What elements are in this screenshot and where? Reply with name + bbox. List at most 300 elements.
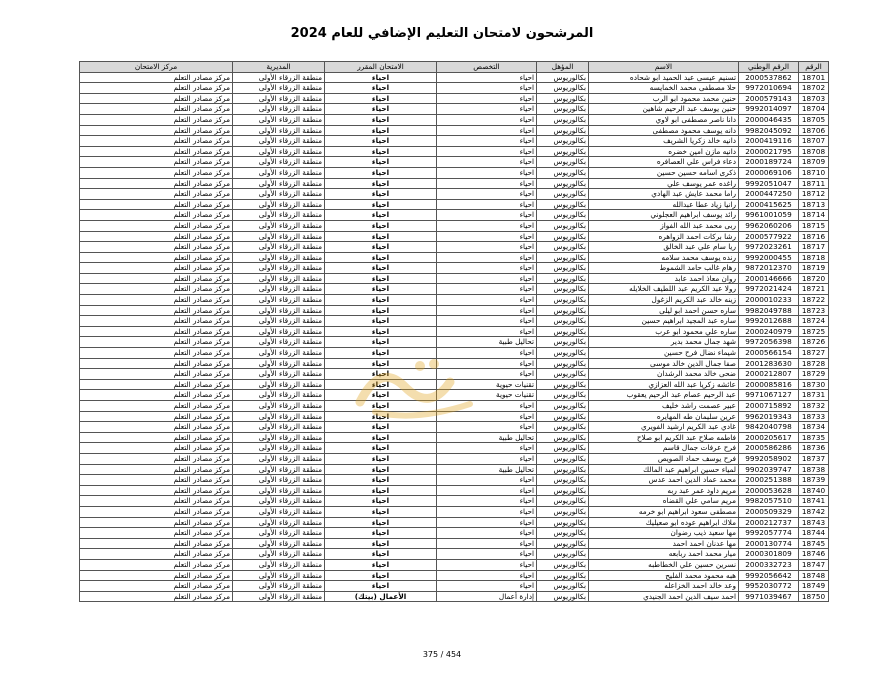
cell-qualification: بكالوريوس	[537, 316, 589, 327]
cell-qualification: بكالوريوس	[537, 167, 589, 178]
table-row	[80, 146, 829, 157]
cell-directorate: منطقة الزرقاء الأولى	[233, 358, 325, 369]
table-row	[80, 475, 829, 486]
cell-name: راغده عمر يوسف علي	[589, 178, 739, 189]
cell-specialization: تحاليل طبية	[437, 432, 537, 443]
cell-national-id: 2000586286	[739, 443, 799, 454]
cell-seq: 18742	[799, 506, 829, 517]
cell-center: مركز مصادر التعلم	[80, 591, 233, 602]
cell-seq: 18728	[799, 358, 829, 369]
cell-seq: 18733	[799, 411, 829, 422]
cell-national-id: 9971067127	[739, 390, 799, 401]
cell-directorate: منطقة الزرقاء الأولى	[233, 559, 325, 570]
cell-name: رائد يوسف ابراهيم العجلوني	[589, 210, 739, 221]
cell-exam: احياء	[325, 538, 437, 549]
cell-directorate: منطقة الزرقاء الأولى	[233, 570, 325, 581]
cell-national-id: 2000509329	[739, 506, 799, 517]
cell-specialization: احياء	[437, 72, 537, 83]
cell-center: مركز مصادر التعلم	[80, 189, 233, 200]
cell-exam: احياء	[325, 114, 437, 125]
cell-seq: 18715	[799, 220, 829, 231]
table-row	[80, 263, 829, 274]
cell-specialization: احياء	[437, 475, 537, 486]
cell-specialization: احياء	[437, 252, 537, 263]
cell-qualification: بكالوريوس	[537, 284, 589, 295]
cell-seq: 18711	[799, 178, 829, 189]
cell-center: مركز مصادر التعلم	[80, 242, 233, 253]
cell-center: مركز مصادر التعلم	[80, 178, 233, 189]
cell-name: مها عدنان احمد احمد	[589, 538, 739, 549]
cell-specialization: احياء	[437, 284, 537, 295]
cell-center: مركز مصادر التعلم	[80, 581, 233, 592]
cell-center: مركز مصادر التعلم	[80, 485, 233, 496]
cell-qualification: بكالوريوس	[537, 422, 589, 433]
cell-exam: احياء	[325, 496, 437, 507]
table-row	[80, 136, 829, 147]
table-row	[80, 231, 829, 242]
table-row	[80, 549, 829, 560]
cell-specialization: احياء	[437, 559, 537, 570]
cell-exam: احياء	[325, 263, 437, 274]
cell-directorate: منطقة الزرقاء الأولى	[233, 485, 325, 496]
cell-directorate: منطقة الزرقاء الأولى	[233, 114, 325, 125]
cell-directorate: منطقة الزرقاء الأولى	[233, 242, 325, 253]
cell-seq: 18747	[799, 559, 829, 570]
cell-center: مركز مصادر التعلم	[80, 443, 233, 454]
cell-qualification: بكالوريوس	[537, 464, 589, 475]
cell-qualification: بكالوريوس	[537, 379, 589, 390]
cell-qualification: بكالوريوس	[537, 72, 589, 83]
cell-name: مها سعيد ذيب رضوان	[589, 528, 739, 539]
cell-specialization: احياء	[437, 305, 537, 316]
cell-exam: احياء	[325, 136, 437, 147]
cell-directorate: منطقة الزرقاء الأولى	[233, 443, 325, 454]
table-row	[80, 581, 829, 592]
cell-name: شهد جمال محمد بدير	[589, 337, 739, 348]
table-row	[80, 189, 829, 200]
table-row	[80, 538, 829, 549]
cell-specialization: احياء	[437, 549, 537, 560]
cell-directorate: منطقة الزرقاء الأولى	[233, 273, 325, 284]
cell-name: دانه يوسف محمود مصطفى	[589, 125, 739, 136]
cell-directorate: منطقة الزرقاء الأولى	[233, 326, 325, 337]
cell-directorate: منطقة الزرقاء الأولى	[233, 252, 325, 263]
cell-seq: 18746	[799, 549, 829, 560]
cell-qualification: بكالوريوس	[537, 485, 589, 496]
cell-national-id: 2000146666	[739, 273, 799, 284]
cell-directorate: منطقة الزرقاء الأولى	[233, 93, 325, 104]
cell-seq: 18725	[799, 326, 829, 337]
column-header-seq: الرقم	[799, 62, 829, 73]
cell-exam: احياء	[325, 475, 437, 486]
cell-name: روان معاذ احمد عابد	[589, 273, 739, 284]
cell-center: مركز مصادر التعلم	[80, 316, 233, 327]
cell-name: زينه خالد عبد الكريم الزغول	[589, 295, 739, 306]
cell-name: دانا ناصر مصطفى ابو لاوي	[589, 114, 739, 125]
cell-qualification: بكالوريوس	[537, 210, 589, 221]
cell-seq: 18705	[799, 114, 829, 125]
cell-center: مركز مصادر التعلم	[80, 125, 233, 136]
cell-specialization: احياء	[437, 83, 537, 94]
table-row	[80, 326, 829, 337]
cell-qualification: بكالوريوس	[537, 295, 589, 306]
cell-seq: 18722	[799, 295, 829, 306]
cell-national-id: 9842040798	[739, 422, 799, 433]
cell-exam: احياء	[325, 528, 437, 539]
cell-seq: 18703	[799, 93, 829, 104]
cell-exam: احياء	[325, 178, 437, 189]
table-row	[80, 104, 829, 115]
cell-name: محمد عماد الدين احمد عدس	[589, 475, 739, 486]
table-row	[80, 199, 829, 210]
cell-national-id: 2000566154	[739, 348, 799, 359]
table-row	[80, 528, 829, 539]
cell-name: ميار محمد احمد ربابعه	[589, 549, 739, 560]
cell-qualification: بكالوريوس	[537, 326, 589, 337]
cell-name: رولا عبد الكريم عبد اللطيف الخلايله	[589, 284, 739, 295]
cell-exam: احياء	[325, 379, 437, 390]
cell-exam: احياء	[325, 401, 437, 412]
cell-specialization: احياء	[437, 485, 537, 496]
cell-specialization: احياء	[437, 189, 537, 200]
cell-qualification: بكالوريوس	[537, 411, 589, 422]
page-number: 375 / 454	[422, 650, 462, 659]
table-row	[80, 210, 829, 221]
cell-seq: 18734	[799, 422, 829, 433]
cell-qualification: بكالوريوس	[537, 305, 589, 316]
cell-national-id: 2000010233	[739, 295, 799, 306]
cell-seq: 18739	[799, 475, 829, 486]
cell-specialization: احياء	[437, 316, 537, 327]
cell-seq: 18710	[799, 167, 829, 178]
cell-name: دانيه خالد زكريا الشريف	[589, 136, 739, 147]
cell-name: مريم داود عمر عبد ربه	[589, 485, 739, 496]
cell-center: مركز مصادر التعلم	[80, 263, 233, 274]
cell-specialization: احياء	[437, 358, 537, 369]
cell-center: مركز مصادر التعلم	[80, 295, 233, 306]
cell-seq: 18721	[799, 284, 829, 295]
cell-specialization: احياء	[437, 220, 537, 231]
cell-seq: 18743	[799, 517, 829, 528]
table-row	[80, 305, 829, 316]
cell-exam: الأعمال (بيتك)	[325, 591, 437, 602]
cell-national-id: 9982045092	[739, 125, 799, 136]
cell-directorate: منطقة الزرقاء الأولى	[233, 549, 325, 560]
table-row	[80, 432, 829, 443]
cell-national-id: 2000085816	[739, 379, 799, 390]
column-header-specialization: التخصص	[437, 62, 537, 73]
cell-exam: احياء	[325, 422, 437, 433]
cell-qualification: بكالوريوس	[537, 528, 589, 539]
candidates-table	[79, 61, 829, 602]
cell-national-id: 9872012370	[739, 263, 799, 274]
cell-seq: 18720	[799, 273, 829, 284]
table-row	[80, 273, 829, 284]
cell-name: رنده يوسف محمد سلامه	[589, 252, 739, 263]
table-row	[80, 506, 829, 517]
cell-directorate: منطقة الزرقاء الأولى	[233, 284, 325, 295]
cell-center: مركز مصادر التعلم	[80, 432, 233, 443]
cell-specialization: احياء	[437, 326, 537, 337]
table-row	[80, 358, 829, 369]
cell-specialization: احياء	[437, 517, 537, 528]
cell-seq: 18749	[799, 581, 829, 592]
cell-specialization: احياء	[437, 104, 537, 115]
cell-seq: 18730	[799, 379, 829, 390]
cell-national-id: 9952030772	[739, 581, 799, 592]
cell-qualification: بكالوريوس	[537, 517, 589, 528]
cell-center: مركز مصادر التعلم	[80, 528, 233, 539]
cell-exam: احياء	[325, 549, 437, 560]
cell-directorate: منطقة الزرقاء الأولى	[233, 305, 325, 316]
cell-name: ريا سام علي عبد الخالق	[589, 242, 739, 253]
cell-name: غادي عبد الكريم ارشيد الفويري	[589, 422, 739, 433]
cell-seq: 18718	[799, 252, 829, 263]
cell-name: حلا مصطفى محمد الخمايسه	[589, 83, 739, 94]
cell-exam: احياء	[325, 570, 437, 581]
cell-specialization: احياء	[437, 157, 537, 168]
cell-seq: 18738	[799, 464, 829, 475]
cell-center: مركز مصادر التعلم	[80, 348, 233, 359]
cell-national-id: 9992012688	[739, 316, 799, 327]
cell-qualification: بكالوريوس	[537, 146, 589, 157]
cell-qualification: بكالوريوس	[537, 506, 589, 517]
cell-seq: 18741	[799, 496, 829, 507]
cell-national-id: 9972023261	[739, 242, 799, 253]
cell-center: مركز مصادر التعلم	[80, 369, 233, 380]
cell-exam: احياء	[325, 242, 437, 253]
table-row	[80, 464, 829, 475]
cell-qualification: بكالوريوس	[537, 83, 589, 94]
cell-name: رهام غالب حامد الشموط	[589, 263, 739, 274]
cell-seq: 18750	[799, 591, 829, 602]
cell-seq: 18709	[799, 157, 829, 168]
cell-name: لمياء حسين ابراهيم عبد المالك	[589, 464, 739, 475]
cell-seq: 18706	[799, 125, 829, 136]
cell-exam: احياء	[325, 326, 437, 337]
cell-name: وعد خالد احمد الخزاعله	[589, 581, 739, 592]
table-row	[80, 93, 829, 104]
cell-exam: احياء	[325, 199, 437, 210]
cell-exam: احياء	[325, 305, 437, 316]
cell-national-id: 2000130774	[739, 538, 799, 549]
page-title: المرشحون لامتحان التعليم الإضافي للعام 2024	[290, 26, 594, 41]
cell-specialization: احياء	[437, 295, 537, 306]
cell-center: مركز مصادر التعلم	[80, 305, 233, 316]
cell-center: مركز مصادر التعلم	[80, 284, 233, 295]
cell-exam: احياء	[325, 411, 437, 422]
cell-center: مركز مصادر التعلم	[80, 390, 233, 401]
table-row	[80, 83, 829, 94]
cell-name: رشا بركات احمد الزواهره	[589, 231, 739, 242]
cell-seq: 18701	[799, 72, 829, 83]
cell-seq: 18745	[799, 538, 829, 549]
cell-seq: 18748	[799, 570, 829, 581]
cell-directorate: منطقة الزرقاء الأولى	[233, 157, 325, 168]
cell-exam: احياء	[325, 369, 437, 380]
cell-national-id: 2000053628	[739, 485, 799, 496]
cell-qualification: بكالوريوس	[537, 348, 589, 359]
table-row	[80, 570, 829, 581]
cell-qualification: بكالوريوس	[537, 157, 589, 168]
cell-exam: احياء	[325, 506, 437, 517]
cell-exam: احياء	[325, 581, 437, 592]
cell-center: مركز مصادر التعلم	[80, 559, 233, 570]
cell-directorate: منطقة الزرقاء الأولى	[233, 422, 325, 433]
column-header-directorate: المديرية	[233, 62, 325, 73]
cell-directorate: منطقة الزرقاء الأولى	[233, 475, 325, 486]
cell-qualification: بكالوريوس	[537, 443, 589, 454]
cell-national-id: 2000021795	[739, 146, 799, 157]
cell-exam: احياء	[325, 93, 437, 104]
cell-center: مركز مصادر التعلم	[80, 517, 233, 528]
cell-directorate: منطقة الزرقاء الأولى	[233, 72, 325, 83]
cell-center: مركز مصادر التعلم	[80, 157, 233, 168]
cell-name: دعاء فراس علي العصافره	[589, 157, 739, 168]
cell-national-id: 2000332723	[739, 559, 799, 570]
cell-seq: 18717	[799, 242, 829, 253]
cell-national-id: 9962060206	[739, 220, 799, 231]
cell-exam: احياء	[325, 273, 437, 284]
cell-seq: 18702	[799, 83, 829, 94]
cell-name: ساره علي محمود ابو عرب	[589, 326, 739, 337]
cell-directorate: منطقة الزرقاء الأولى	[233, 136, 325, 147]
cell-specialization: احياء	[437, 348, 537, 359]
table-row	[80, 401, 829, 412]
cell-national-id: 2000419116	[739, 136, 799, 147]
cell-seq: 18735	[799, 432, 829, 443]
cell-name: عائشه زكريا عبد الله العزازي	[589, 379, 739, 390]
cell-national-id: 2000240979	[739, 326, 799, 337]
cell-qualification: بكالوريوس	[537, 114, 589, 125]
cell-specialization: احياء	[437, 581, 537, 592]
table-row	[80, 559, 829, 570]
cell-directorate: منطقة الزرقاء الأولى	[233, 104, 325, 115]
cell-national-id: 2000212737	[739, 517, 799, 528]
cell-directorate: منطقة الزرقاء الأولى	[233, 453, 325, 464]
table-row	[80, 157, 829, 168]
cell-specialization: احياء	[437, 443, 537, 454]
cell-exam: احياء	[325, 146, 437, 157]
cell-qualification: بكالوريوس	[537, 93, 589, 104]
cell-directorate: منطقة الزرقاء الأولى	[233, 220, 325, 231]
cell-name: حنين يوسف عبد الرحيم شاهين	[589, 104, 739, 115]
cell-directorate: منطقة الزرقاء الأولى	[233, 369, 325, 380]
cell-exam: احياء	[325, 104, 437, 115]
table-row	[80, 390, 829, 401]
cell-qualification: بكالوريوس	[537, 559, 589, 570]
cell-qualification: بكالوريوس	[537, 104, 589, 115]
cell-exam: احياء	[325, 485, 437, 496]
cell-directorate: منطقة الزرقاء الأولى	[233, 464, 325, 475]
cell-directorate: منطقة الزرقاء الأولى	[233, 199, 325, 210]
cell-qualification: بكالوريوس	[537, 570, 589, 581]
cell-name: فاطمه صلاح عبد الكريم ابو صلاح	[589, 432, 739, 443]
cell-center: مركز مصادر التعلم	[80, 496, 233, 507]
cell-exam: احياء	[325, 390, 437, 401]
cell-exam: احياء	[325, 316, 437, 327]
cell-specialization: تقنيات حيوية	[437, 390, 537, 401]
cell-seq: 18737	[799, 453, 829, 464]
cell-seq: 18713	[799, 199, 829, 210]
table-row	[80, 485, 829, 496]
cell-specialization: احياء	[437, 210, 537, 221]
cell-directorate: منطقة الزرقاء الأولى	[233, 538, 325, 549]
cell-center: مركز مصادر التعلم	[80, 210, 233, 221]
cell-exam: احياء	[325, 348, 437, 359]
table-row	[80, 316, 829, 327]
cell-specialization: احياء	[437, 411, 537, 422]
cell-exam: احياء	[325, 220, 437, 231]
cell-directorate: منطقة الزرقاء الأولى	[233, 263, 325, 274]
cell-exam: احياء	[325, 432, 437, 443]
cell-national-id: 9982049788	[739, 305, 799, 316]
cell-center: مركز مصادر التعلم	[80, 475, 233, 486]
cell-specialization: احياء	[437, 538, 537, 549]
table-row	[80, 443, 829, 454]
cell-directorate: منطقة الزرقاء الأولى	[233, 83, 325, 94]
table-row	[80, 453, 829, 464]
cell-national-id: 9992056642	[739, 570, 799, 581]
cell-specialization: احياء	[437, 401, 537, 412]
cell-seq: 18724	[799, 316, 829, 327]
cell-name: ساره عبد المجيد ابراهيم حسين	[589, 316, 739, 327]
cell-national-id: 2000212807	[739, 369, 799, 380]
cell-exam: احياء	[325, 453, 437, 464]
cell-specialization: احياء	[437, 114, 537, 125]
cell-directorate: منطقة الزرقاء الأولى	[233, 316, 325, 327]
cell-name: حنين محمد محمود ابو الرب	[589, 93, 739, 104]
cell-seq: 18732	[799, 401, 829, 412]
cell-center: مركز مصادر التعلم	[80, 273, 233, 284]
column-header-qualification: المؤهل	[537, 62, 589, 73]
cell-center: مركز مصادر التعلم	[80, 252, 233, 263]
table-row	[80, 114, 829, 125]
cell-specialization: احياء	[437, 125, 537, 136]
cell-national-id: 2000579143	[739, 93, 799, 104]
cell-center: مركز مصادر التعلم	[80, 114, 233, 125]
cell-exam: احياء	[325, 464, 437, 475]
cell-name: رانيا زياد عطا عبدالله	[589, 199, 739, 210]
cell-qualification: بكالوريوس	[537, 199, 589, 210]
cell-national-id: 9971039467	[739, 591, 799, 602]
cell-center: مركز مصادر التعلم	[80, 104, 233, 115]
cell-national-id: 2000189724	[739, 157, 799, 168]
cell-qualification: بكالوريوس	[537, 220, 589, 231]
cell-directorate: منطقة الزرقاء الأولى	[233, 581, 325, 592]
cell-qualification: بكالوريوس	[537, 189, 589, 200]
cell-seq: 18727	[799, 348, 829, 359]
table-header-row	[80, 62, 829, 73]
cell-exam: احياء	[325, 157, 437, 168]
cell-center: مركز مصادر التعلم	[80, 220, 233, 231]
table-row	[80, 252, 829, 263]
cell-directorate: منطقة الزرقاء الأولى	[233, 390, 325, 401]
cell-national-id: 2000577922	[739, 231, 799, 242]
table-body	[80, 72, 829, 602]
cell-qualification: بكالوريوس	[537, 496, 589, 507]
cell-directorate: منطقة الزرقاء الأولى	[233, 337, 325, 348]
cell-specialization: احياء	[437, 231, 537, 242]
cell-name: احمد سيف الدين احمد الجنيدي	[589, 591, 739, 602]
cell-specialization: احياء	[437, 199, 537, 210]
cell-center: مركز مصادر التعلم	[80, 549, 233, 560]
cell-center: مركز مصادر التعلم	[80, 326, 233, 337]
column-header-national-id: الرقم الوطني	[739, 62, 799, 73]
cell-specialization: احياء	[437, 422, 537, 433]
cell-specialization: احياء	[437, 273, 537, 284]
cell-center: مركز مصادر التعلم	[80, 570, 233, 581]
